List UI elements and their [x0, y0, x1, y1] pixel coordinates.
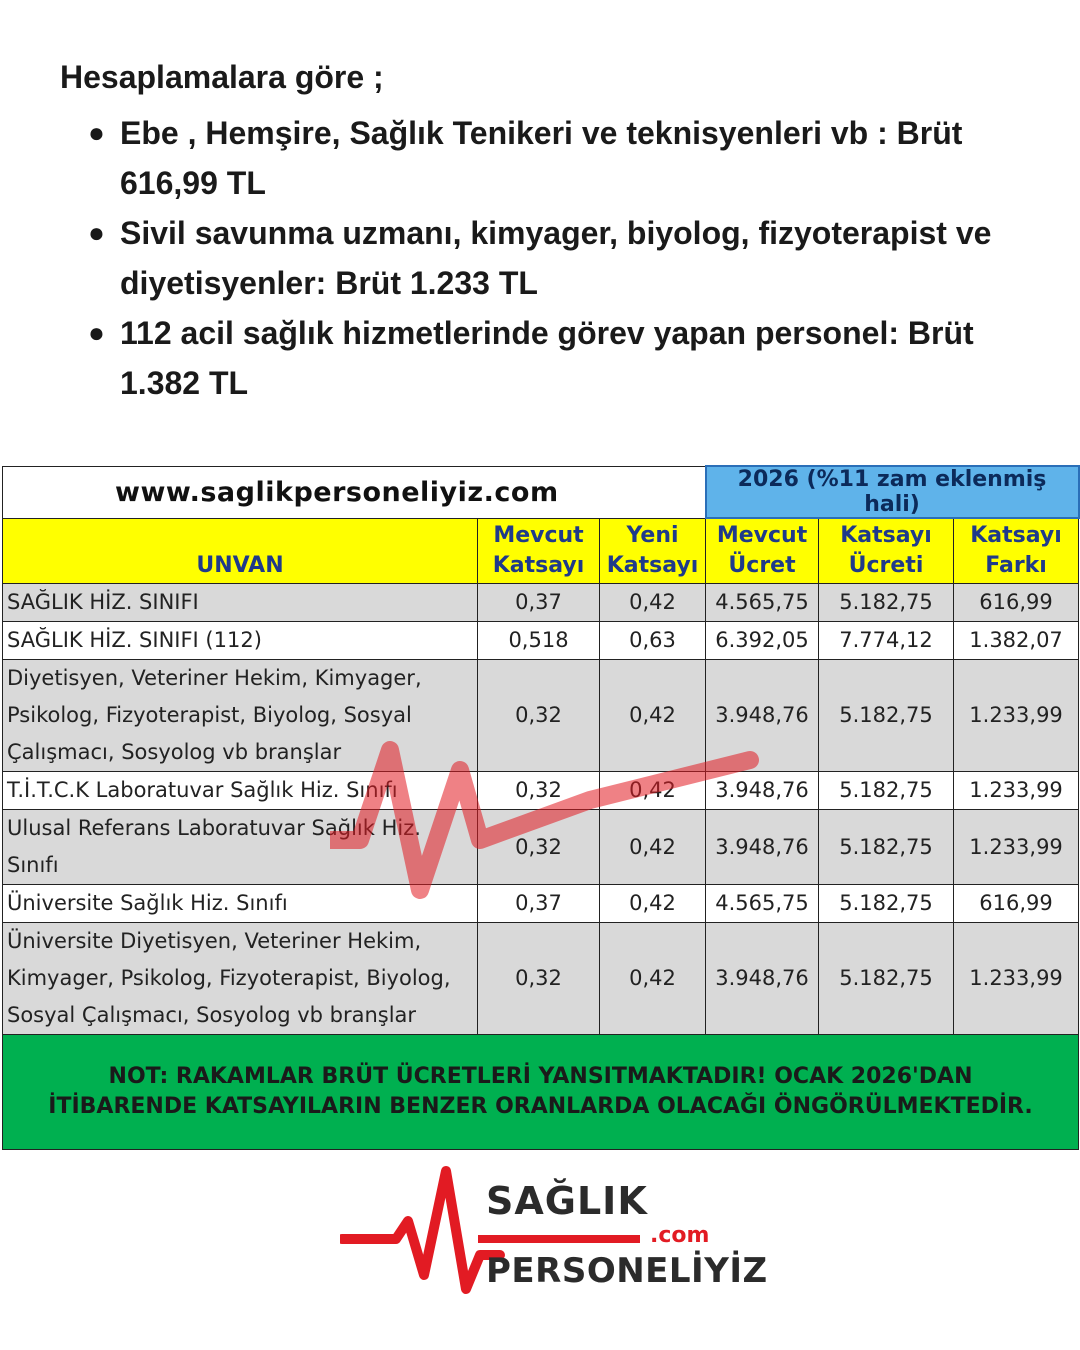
table-row [3, 583, 1079, 621]
row-name: SAĞLIK HİZ. SINIFI (112) [3, 621, 478, 659]
row-mevcut-katsayi: 0,32 [478, 659, 600, 771]
bullet-icon: ● [88, 217, 105, 248]
row-katsayi-ucreti: 5.182,75 [819, 771, 954, 809]
row-name: Üniversite Diyetisyen, Veteriner Hekim, Kimyager, Psikolog, Fizyoterapist, Biyolog, Sosyal Çalışmacı, Sosyolog vb branşlar [3, 922, 478, 1034]
row-yeni-katsayi: 0,42 [600, 659, 706, 771]
row-mevcut-ucret: 3.948,76 [706, 771, 819, 809]
table-row [3, 809, 1079, 884]
row-yeni-katsayi: 0,63 [600, 621, 706, 659]
row-fark: 616,99 [954, 583, 1079, 621]
table-row [3, 884, 1079, 922]
row-mevcut-ucret: 3.948,76 [706, 922, 819, 1034]
row-mevcut-katsayi: 0,32 [478, 809, 600, 884]
intro-heading: Hesaplamalara göre ; [60, 59, 384, 95]
header-katsayi-ucreti: Katsayı Ücreti [819, 518, 954, 583]
list-item: ● Sivil savunma uzmanı, kimyager, biyolog, fizyoterapist ve diyetisyenler: Brüt 1.233 TL [60, 208, 1050, 308]
row-katsayi-ucreti: 5.182,75 [819, 809, 954, 884]
salary-table [2, 465, 1080, 1150]
list-item: ● 112 acil sağlık hizmetlerinde görev yapan personel: Brüt 1.382 TL [60, 308, 1050, 408]
table-row [3, 659, 1079, 771]
salary-table-wrapper [2, 465, 1078, 1150]
row-mevcut-ucret: 3.948,76 [706, 659, 819, 771]
row-katsayi-ucreti: 5.182,75 [819, 884, 954, 922]
row-name: Üniversite Sağlık Hiz. Sınıfı [3, 884, 478, 922]
row-yeni-katsayi: 0,42 [600, 809, 706, 884]
header-mevcut-ucret: Mevcut Ücret [706, 518, 819, 583]
row-mevcut-ucret: 4.565,75 [706, 583, 819, 621]
row-fark: 1.382,07 [954, 621, 1079, 659]
row-yeni-katsayi: 0,42 [600, 771, 706, 809]
row-name: SAĞLIK HİZ. SINIFI [3, 583, 478, 621]
row-yeni-katsayi: 0,42 [600, 922, 706, 1034]
table-header-row [3, 518, 1079, 583]
row-yeni-katsayi: 0,42 [600, 884, 706, 922]
year-label: 2026 (%11 zam eklenmiş hali) [706, 466, 1079, 518]
row-name: Ulusal Referans Laboratuvar Sağlık Hiz. Sınıfı [3, 809, 478, 884]
bullet-icon: ● [88, 117, 105, 148]
row-katsayi-ucreti: 5.182,75 [819, 659, 954, 771]
row-mevcut-katsayi: 0,32 [478, 771, 600, 809]
row-fark: 1.233,99 [954, 771, 1079, 809]
row-yeni-katsayi: 0,42 [600, 583, 706, 621]
header-unvan: UNVAN [3, 518, 478, 583]
table-title-row [3, 466, 1079, 518]
row-mevcut-ucret: 3.948,76 [706, 809, 819, 884]
intro-list [60, 108, 1050, 408]
row-katsayi-ucreti: 7.774,12 [819, 621, 954, 659]
row-katsayi-ucreti: 5.182,75 [819, 583, 954, 621]
row-mevcut-katsayi: 0,37 [478, 583, 600, 621]
list-item: ● Ebe , Hemşire, Sağlık Tenikeri ve teknisyenleri vb : Brüt 616,99 TL [60, 108, 1050, 208]
brand-logo [340, 1165, 768, 1295]
row-fark: 1.233,99 [954, 922, 1079, 1034]
table-row [3, 922, 1079, 1034]
header-mevcut-katsayi: Mevcut Katsayı [478, 518, 600, 583]
row-katsayi-ucreti: 5.182,75 [819, 922, 954, 1034]
header-katsayi-farki: Katsayı Farkı [954, 518, 1079, 583]
row-fark: 1.233,99 [954, 659, 1079, 771]
row-name: Diyetisyen, Veteriner Hekim, Kimyager, Psikolog, Fizyoterapist, Biyolog, Sosyal Çalışmacı, Sosyolog vb branşlar [3, 659, 478, 771]
row-mevcut-katsayi: 0,32 [478, 922, 600, 1034]
bullet-icon: ● [88, 317, 105, 348]
table-note-row [3, 1034, 1079, 1149]
table-row [3, 771, 1079, 809]
row-mevcut-katsayi: 0,518 [478, 621, 600, 659]
site-url: www.saglikpersoneliyiz.com [3, 466, 706, 518]
logo-text-line2: PERSONELİYİZ [486, 1251, 768, 1291]
header-yeni-katsayi: Yeni Katsayı [600, 518, 706, 583]
note-text: NOT: RAKAMLAR BRÜT ÜCRETLERİ YANSITMAKTADIR! OCAK 2026'DAN İTİBARENDE KATSAYILARIN BENZER ORANLARDA OLACAĞI ÖNGÖRÜLMEKTEDİR. [3, 1034, 1079, 1149]
row-fark: 1.233,99 [954, 809, 1079, 884]
logo-text-com: .com [650, 1223, 710, 1248]
row-mevcut-ucret: 4.565,75 [706, 884, 819, 922]
row-name: T.İ.T.C.K Laboratuvar Sağlık Hiz. Sınıfı [3, 771, 478, 809]
row-mevcut-katsayi: 0,37 [478, 884, 600, 922]
row-mevcut-ucret: 6.392,05 [706, 621, 819, 659]
row-fark: 616,99 [954, 884, 1079, 922]
logo-text-line1: SAĞLIK [486, 1179, 648, 1223]
table-row [3, 621, 1079, 659]
intro-section [60, 54, 1050, 408]
